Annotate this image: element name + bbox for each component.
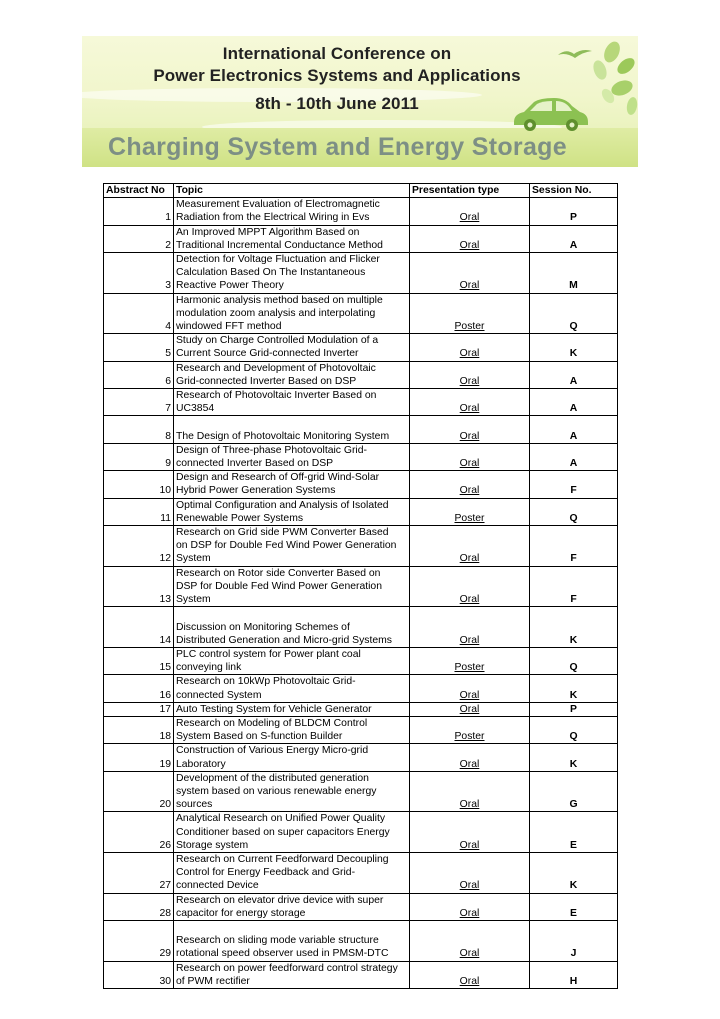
abstract-number: 15: [104, 647, 174, 674]
session-number: M: [530, 253, 618, 294]
header-session-no: Session No.: [530, 184, 618, 198]
session-number: K: [530, 675, 618, 702]
presentation-type: Oral: [410, 471, 530, 498]
abstract-number: 29: [104, 920, 174, 961]
topic-line: rotational speed observer used in PMSM-DTC: [176, 948, 389, 960]
topic-line: sources: [176, 799, 213, 811]
table-row: [104, 771, 618, 812]
abstract-number: 3: [104, 253, 174, 294]
topic-line: Study on Charge Controlled Modulation of a: [176, 335, 379, 347]
topic-cell: [174, 961, 410, 988]
table-row: [104, 498, 618, 525]
topic-cell: [174, 498, 410, 525]
topic-line: [176, 416, 407, 429]
topic-cell: [174, 771, 410, 812]
topic-line: The Design of Photovoltaic Monitoring System: [176, 430, 390, 442]
presentation-type: Oral: [410, 920, 530, 961]
table-row: [104, 389, 618, 416]
abstract-number: 7: [104, 389, 174, 416]
presentation-type: Poster: [410, 716, 530, 743]
topic-cell: [174, 920, 410, 961]
presentation-type: Oral: [410, 744, 530, 771]
abstract-number: 30: [104, 961, 174, 988]
topic-line: on DSP for Double Fed Wind Power Generation: [176, 540, 397, 552]
topic-cell: [174, 416, 410, 443]
topic-line: UC3854: [176, 403, 215, 415]
table-row: [104, 812, 618, 853]
topic-line: Traditional Incremental Conductance Method: [176, 239, 383, 251]
presentation-type: Oral: [410, 702, 530, 716]
topic-line: Measurement Evaluation of Electromagnetic: [176, 199, 380, 211]
topic-cell: [174, 852, 410, 893]
topic-line: Research on 10kWp Photovoltaic Grid-: [176, 676, 356, 688]
topic-cell: [174, 702, 410, 716]
presentation-type: Oral: [410, 198, 530, 225]
topic-cell: [174, 334, 410, 361]
table-row: [104, 293, 618, 334]
topic-cell: [174, 566, 410, 607]
table-row: [104, 607, 618, 648]
session-number: K: [530, 334, 618, 361]
topic-line: Control for Energy Feedback and Grid-: [176, 867, 356, 879]
topic-line: PLC control system for Power plant coal: [176, 648, 361, 660]
session-number: A: [530, 389, 618, 416]
table-header-row: [104, 184, 618, 198]
abstract-number: 8: [104, 416, 174, 443]
topic-cell: [174, 893, 410, 920]
presentation-type: Oral: [410, 607, 530, 648]
topic-line: Design and Research of Off-grid Wind-Solar: [176, 472, 380, 484]
session-number: A: [530, 443, 618, 470]
abstract-number: 9: [104, 443, 174, 470]
abstract-number: 11: [104, 498, 174, 525]
table-body: [104, 198, 618, 989]
topic-cell: [174, 675, 410, 702]
header-topic: Topic: [174, 184, 410, 198]
topic-cell: [174, 647, 410, 674]
topic-line: Analytical Research on Unified Power Quality: [176, 813, 386, 825]
topic-line: Research on Rotor side Converter Based on: [176, 567, 381, 579]
abstract-number: 10: [104, 471, 174, 498]
session-track-title: Charging System and Energy Storage: [108, 133, 567, 161]
presentation-type: Oral: [410, 771, 530, 812]
topic-cell: [174, 526, 410, 567]
topic-line: windowed FFT method: [176, 321, 282, 333]
topic-line: Renewable Power Systems: [176, 512, 304, 524]
session-number: K: [530, 744, 618, 771]
topic-line: conveying link: [176, 662, 242, 674]
presentation-type: Oral: [410, 852, 530, 893]
topic-line: Conditioner based on super capacitors Energy: [176, 826, 390, 838]
presentation-type: Oral: [410, 812, 530, 853]
presentation-type: Oral: [410, 416, 530, 443]
topic-cell: [174, 198, 410, 225]
abstract-number: 5: [104, 334, 174, 361]
table-row: [104, 225, 618, 252]
session-number: H: [530, 961, 618, 988]
topic-line: connected Inverter Based on DSP: [176, 458, 334, 470]
abstract-number: 6: [104, 361, 174, 388]
abstract-number: 4: [104, 293, 174, 334]
session-number: Q: [530, 293, 618, 334]
conference-banner: [82, 36, 638, 167]
table-row: [104, 702, 618, 716]
topic-line: Detection for Voltage Fluctuation and Flicker: [176, 254, 380, 266]
topic-line: Research and Development of Photovoltaic: [176, 362, 376, 374]
session-number: F: [530, 566, 618, 607]
session-number: Q: [530, 498, 618, 525]
abstract-number: 17: [104, 702, 174, 716]
topic-line: connected System: [176, 689, 262, 701]
session-number: G: [530, 771, 618, 812]
topic-line: Auto Testing System for Vehicle Generator: [176, 703, 372, 715]
topic-cell: [174, 716, 410, 743]
conference-title-line1: International Conference on: [222, 44, 452, 63]
topic-line: Design of Three-phase Photovoltaic Grid-: [176, 444, 367, 456]
abstract-number: 1: [104, 198, 174, 225]
table-row: [104, 471, 618, 498]
presentation-type: Oral: [410, 334, 530, 361]
topic-line: Current Source Grid-connected Inverter: [176, 348, 359, 360]
session-number: P: [530, 198, 618, 225]
topic-line: [176, 921, 407, 934]
abstract-number: 13: [104, 566, 174, 607]
abstract-number: 16: [104, 675, 174, 702]
session-number: F: [530, 471, 618, 498]
topic-line: Hybrid Power Generation Systems: [176, 485, 336, 497]
table-row: [104, 526, 618, 567]
topic-line: Discussion on Monitoring Schemes of: [176, 621, 350, 633]
topic-line: Development of the distributed generation: [176, 772, 369, 784]
session-number: K: [530, 607, 618, 648]
topic-line: of PWM rectifier: [176, 975, 250, 987]
abstract-number: 27: [104, 852, 174, 893]
session-number: A: [530, 416, 618, 443]
conference-dates: 8th - 10th June 2011: [255, 94, 419, 113]
table-row: [104, 647, 618, 674]
topic-line: system based on various renewable energy: [176, 785, 377, 797]
session-number: P: [530, 702, 618, 716]
table-row: [104, 920, 618, 961]
topic-cell: [174, 225, 410, 252]
topic-line: System Based on S-function Builder: [176, 731, 343, 743]
session-number: J: [530, 920, 618, 961]
topic-line: Radiation from the Electrical Wiring in Evs: [176, 212, 370, 224]
table-row: [104, 416, 618, 443]
abstract-schedule-table: [103, 183, 618, 989]
topic-line: System: [176, 594, 211, 606]
topic-line: Construction of Various Energy Micro-grid: [176, 745, 369, 757]
session-number: A: [530, 361, 618, 388]
table-row: [104, 198, 618, 225]
session-number: A: [530, 225, 618, 252]
car-icon: [510, 94, 592, 134]
header-presentation-type: Presentation type: [410, 184, 530, 198]
topic-cell: [174, 812, 410, 853]
conference-title-line2: Power Electronics Systems and Applications: [153, 66, 521, 85]
abstract-number: 20: [104, 771, 174, 812]
topic-line: Research on power feedforward control strategy: [176, 962, 398, 974]
abstract-number: 28: [104, 893, 174, 920]
session-number: F: [530, 526, 618, 567]
topic-line: DSP for Double Fed Wind Power Generation: [176, 580, 382, 592]
topic-line: Laboratory: [176, 758, 226, 770]
topic-line: Harmonic analysis method based on multiple: [176, 294, 383, 306]
topic-line: Grid-connected Inverter Based on DSP: [176, 375, 357, 387]
topic-line: [176, 607, 407, 620]
presentation-type: Oral: [410, 443, 530, 470]
table-row: [104, 852, 618, 893]
topic-line: connected Device: [176, 880, 259, 892]
session-number: E: [530, 893, 618, 920]
presentation-type: Oral: [410, 225, 530, 252]
presentation-type: Oral: [410, 893, 530, 920]
topic-line: Distributed Generation and Micro-grid Systems: [176, 634, 392, 646]
presentation-type: Oral: [410, 961, 530, 988]
abstract-number: 2: [104, 225, 174, 252]
table-row: [104, 893, 618, 920]
table-row: [104, 253, 618, 294]
abstract-number: 12: [104, 526, 174, 567]
topic-line: Research on elevator drive device with super: [176, 894, 384, 906]
abstract-number: 19: [104, 744, 174, 771]
presentation-type: Poster: [410, 647, 530, 674]
topic-line: Calculation Based On The Instantaneous: [176, 267, 366, 279]
topic-line: An Improved MPPT Algorithm Based on: [176, 226, 360, 238]
presentation-type: Oral: [410, 566, 530, 607]
topic-cell: [174, 607, 410, 648]
presentation-type: Poster: [410, 293, 530, 334]
presentation-type: Oral: [410, 253, 530, 294]
topic-line: Optimal Configuration and Analysis of Isolated: [176, 499, 389, 511]
abstract-number: 18: [104, 716, 174, 743]
presentation-type: Oral: [410, 526, 530, 567]
topic-line: System: [176, 553, 211, 565]
session-number: Q: [530, 647, 618, 674]
table-row: [104, 443, 618, 470]
presentation-type: Oral: [410, 361, 530, 388]
presentation-type: Oral: [410, 389, 530, 416]
table-row: [104, 334, 618, 361]
topic-line: Research on Grid side PWM Converter Based: [176, 527, 389, 539]
topic-line: Research on Modeling of BLDCM Control: [176, 717, 368, 729]
table-row: [104, 566, 618, 607]
presentation-type: Oral: [410, 675, 530, 702]
abstract-number: 14: [104, 607, 174, 648]
table-row: [104, 961, 618, 988]
topic-cell: [174, 443, 410, 470]
presentation-type: Poster: [410, 498, 530, 525]
topic-cell: [174, 253, 410, 294]
table-row: [104, 744, 618, 771]
table-row: [104, 675, 618, 702]
topic-cell: [174, 744, 410, 771]
topic-line: Research on sliding mode variable structure: [176, 935, 379, 947]
abstract-number: 26: [104, 812, 174, 853]
topic-cell: [174, 361, 410, 388]
topic-line: Reactive Power Theory: [176, 280, 284, 292]
topic-line: Storage system: [176, 839, 249, 851]
topic-line: Research on Current Feedforward Decoupling: [176, 853, 389, 865]
session-number: E: [530, 812, 618, 853]
table-row: [104, 361, 618, 388]
header-abstract-no: Abstract No: [104, 184, 174, 198]
topic-line: modulation zoom analysis and interpolating: [176, 307, 376, 319]
session-number: Q: [530, 716, 618, 743]
topic-line: Research of Photovoltaic Inverter Based on: [176, 390, 377, 402]
table-row: [104, 716, 618, 743]
topic-cell: [174, 471, 410, 498]
topic-cell: [174, 389, 410, 416]
topic-cell: [174, 293, 410, 334]
session-number: K: [530, 852, 618, 893]
topic-line: capacitor for energy storage: [176, 907, 306, 919]
